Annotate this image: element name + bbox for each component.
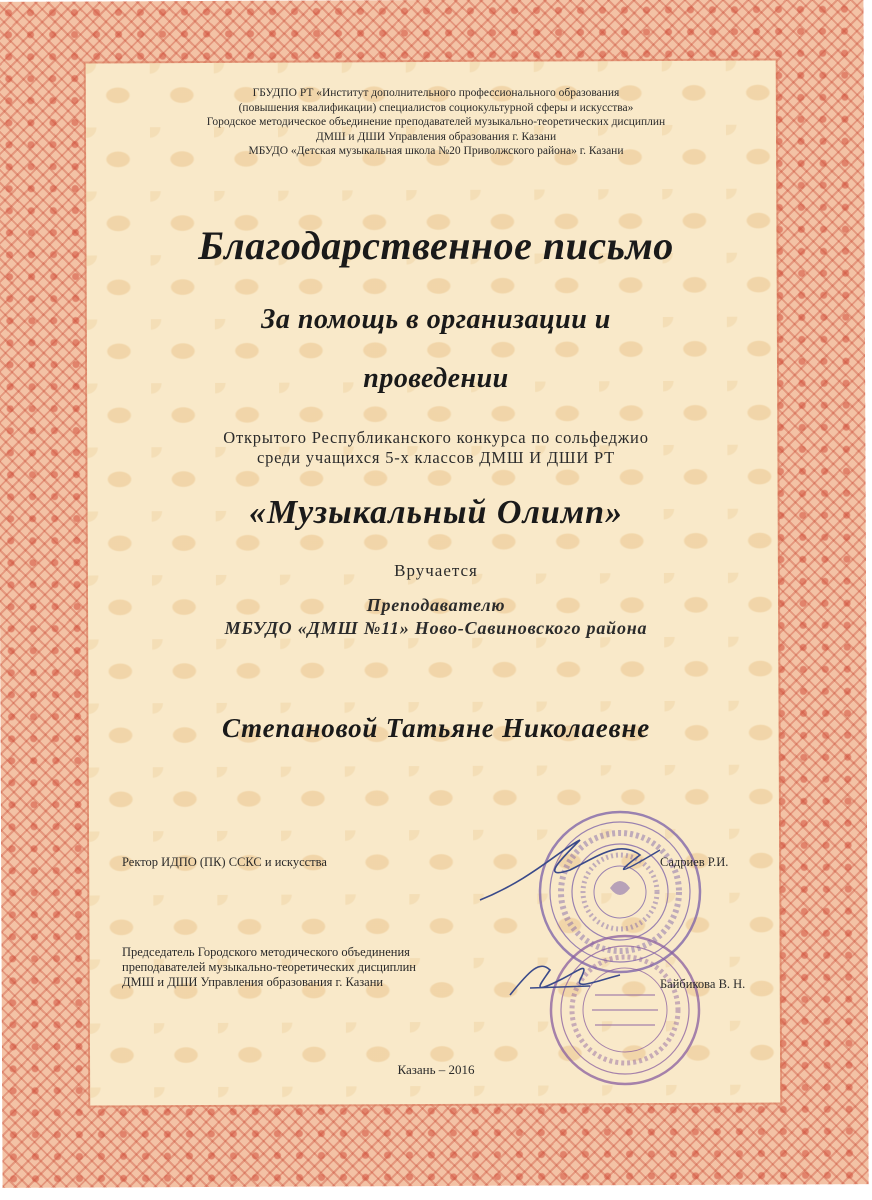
recipient-block xyxy=(0,594,872,640)
subtitle-line-2: проведении xyxy=(363,363,509,394)
recipient-institution: МБУДО «ДМШ №11» Ново-Савиновского района xyxy=(224,618,648,638)
contest-name: «Музыкальный Олимп» xyxy=(248,494,624,531)
contest-description xyxy=(0,428,872,468)
chair-title-line-2: преподавателей музыкально-теоретических дисциплин xyxy=(122,960,416,974)
chair-name: Байбикова В. Н. xyxy=(660,977,746,991)
subtitle-line-1: За помощь в организации и xyxy=(261,304,611,335)
rector-title: Ректор ИДПО (ПК) ССКС и искусства xyxy=(122,855,327,869)
official-stamps xyxy=(470,810,800,1100)
issuer-line-3: Городское методическое объединение преподавателей музыкально-теоретических дисциплин xyxy=(206,116,666,128)
awarded-label: Вручается xyxy=(394,561,478,580)
certificate-title: Благодарственное письмо xyxy=(198,223,674,268)
recipient-name: Степановой Татьяне Николаевне xyxy=(221,713,651,743)
issuer-header xyxy=(0,86,872,159)
contest-line-1: Открытого Республиканского конкурса по сольфеджио xyxy=(223,428,649,447)
issuer-line-2: (повышения квалификации) специалистов социокультурной сферы и искусства» xyxy=(238,101,634,114)
chair-title-line-3: ДМШ и ДШИ Управления образования г. Казани xyxy=(122,975,384,989)
contest-line-2: среди учащихся 5-х классов ДМШ И ДШИ РТ xyxy=(256,448,616,467)
chair-title xyxy=(122,945,416,990)
round-seal-upper xyxy=(540,812,700,972)
rector-name: Садриев Р.И. xyxy=(660,855,729,869)
recipient-position: Преподавателю xyxy=(366,595,506,615)
issuer-line-5: МБУДО «Детская музыкальная школа №20 Приволжского района» г. Казани xyxy=(248,145,624,157)
place-and-year: Казань – 2016 xyxy=(397,1062,475,1077)
chair-title-line-1: Председатель Городского методического объединения xyxy=(122,945,410,959)
issuer-line-4: ДМШ и ДШИ Управления образования г. Казани xyxy=(315,130,557,143)
issuer-line-1: ГБУДПО РТ «Институт дополнительного профессионального образования xyxy=(252,87,620,99)
